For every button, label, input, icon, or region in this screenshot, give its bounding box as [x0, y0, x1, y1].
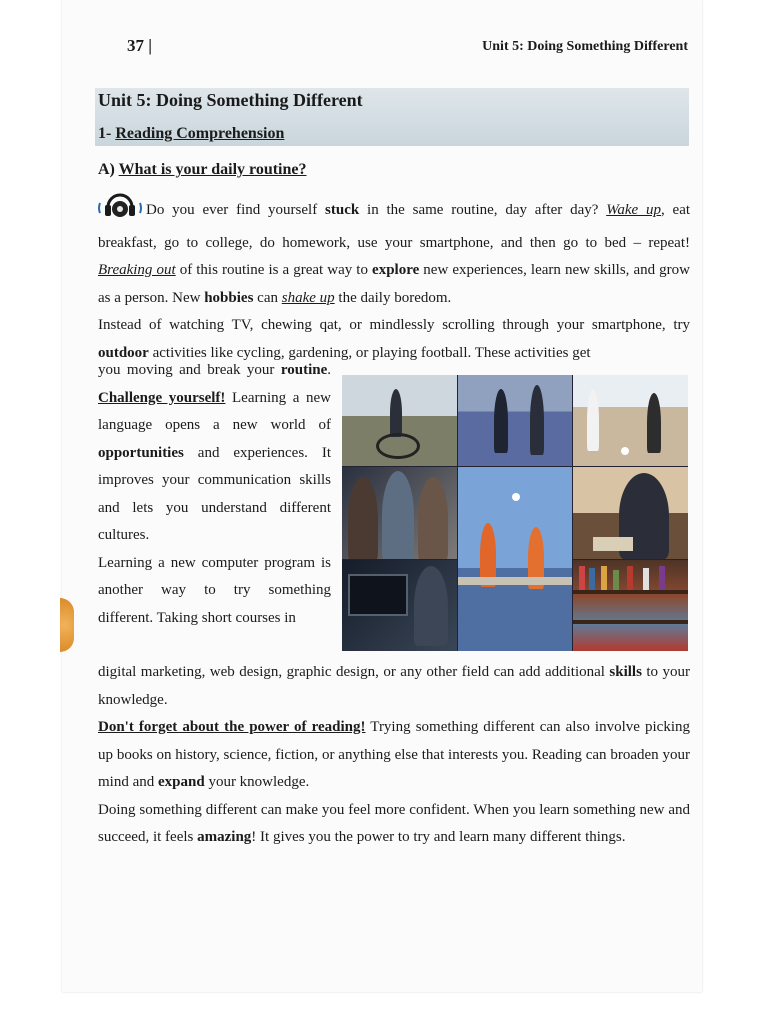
photo-football — [573, 375, 688, 466]
header-title: Unit 5: Doing Something Different — [482, 39, 688, 54]
paragraph-4-end — [98, 659, 690, 714]
keyword-expand: expand — [158, 774, 205, 790]
keyword-outdoor: outdoor — [98, 344, 149, 361]
text-span: . — [327, 362, 331, 378]
text-span: Trying something different can also involve picking up books on history, science, fiction, or anything else that interests you. Reading can broaden your mind and — [98, 719, 690, 790]
keyword-amazing: amazing — [197, 829, 252, 845]
text-span: to your knowledge. — [98, 664, 690, 708]
photo-collage — [342, 375, 688, 651]
reading-text-top — [98, 191, 690, 367]
photo-computer-desk — [342, 560, 457, 651]
reading-text-narrow — [98, 357, 331, 632]
text-span: the daily boredom. — [334, 289, 452, 306]
unit-title: Unit 5: Doing Something Different — [98, 90, 363, 110]
photo-gardening — [458, 375, 573, 466]
reading-text-bottom — [98, 659, 690, 852]
keyword-explore: explore — [372, 262, 420, 278]
text-span: ! It gives you the power to try and learn many different things. — [251, 829, 626, 845]
paragraph-2-continued — [98, 357, 331, 385]
keyword-routine: routine — [280, 362, 328, 378]
keyword-stuck: stuck — [325, 202, 360, 218]
text-span: Instead of watching TV, chewing qat, or mindlessly scrolling through your smartphone, try — [98, 317, 690, 333]
text-span: in the same routine, day after day? — [359, 202, 607, 218]
text-span: digital marketing, web design, graphic design, or any other field can add additional — [98, 664, 610, 680]
text-span: new experiences, learn new skills, and grow as a person. New — [98, 262, 690, 306]
section-title-text: Reading Comprehension — [115, 125, 285, 142]
text-span: your knowledge. — [204, 774, 310, 790]
text-span: Do you ever find yourself — [146, 202, 326, 218]
textbook-page — [62, 0, 702, 992]
photo-bookshelf — [573, 560, 688, 651]
section-title — [98, 125, 284, 143]
keyword-hobbies: hobbies — [204, 289, 254, 306]
subsection-heading — [98, 161, 307, 179]
page-number: 37 | — [127, 36, 152, 55]
paragraph-5 — [98, 714, 690, 797]
photo-soccer-players — [458, 467, 573, 651]
phrasal-wake-up: Wake up — [606, 202, 661, 218]
text-span: and experiences. It improves your communication skills and lets you understand different cultures. — [98, 444, 331, 543]
running-header — [62, 36, 702, 60]
subsection-title: What is your daily routine? — [118, 161, 307, 178]
text-span: can — [253, 289, 282, 306]
heading-challenge-yourself: Challenge yourself! — [98, 389, 226, 406]
paragraph-4-start — [98, 550, 331, 633]
paragraph-6 — [98, 797, 690, 852]
audio-headphones-icon[interactable] — [98, 191, 142, 230]
paragraph-3 — [98, 385, 331, 550]
section-number: 1- — [98, 125, 112, 142]
text-span: activities like cycling, gardening, or playing football. These activities get — [148, 344, 591, 361]
page-tab-marker — [60, 598, 74, 652]
heading-power-of-reading: Don't forget about the power of reading! — [98, 719, 366, 735]
photo-friends-phone — [342, 467, 457, 558]
paragraph-1 — [98, 191, 690, 312]
text-span: you moving and break your — [98, 362, 281, 378]
phrasal-breaking-out: Breaking out — [98, 262, 176, 278]
text-span: Learning a new computer program is another way to try something different. Taking short courses in — [98, 554, 331, 626]
keyword-skills: skills — [609, 664, 642, 680]
text-span: Doing something different can make you feel more confident. When you learn something new and succeed, it feels — [98, 801, 690, 845]
subsection-label: A) — [98, 161, 115, 178]
phrasal-shake-up: shake up — [281, 289, 335, 306]
text-span: Learning a new language opens a new world of — [98, 389, 331, 433]
text-span: , eat breakfast, go to college, do homework, use your smartphone, and then go to bed – repeat! — [98, 202, 691, 251]
keyword-opportunities: opportunities — [98, 444, 184, 461]
photo-cycling — [342, 375, 457, 466]
text-span: of this routine is a great way to — [175, 262, 373, 278]
photo-student-reading — [573, 467, 688, 558]
unit-band — [95, 88, 689, 146]
